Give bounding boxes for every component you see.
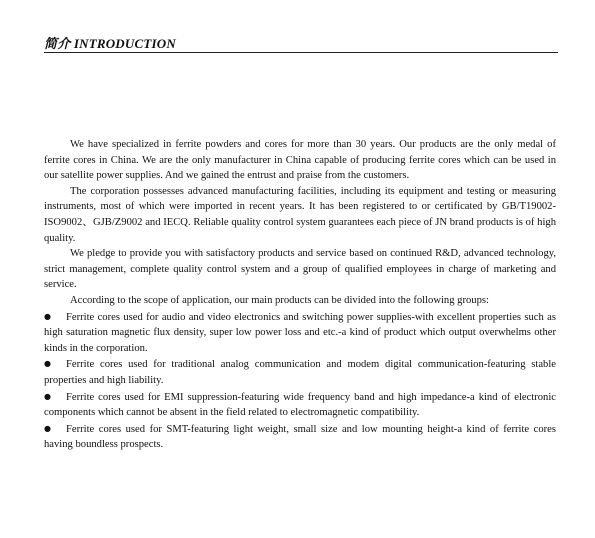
list-item: [44, 421, 556, 453]
list-item: [44, 356, 556, 388]
list-item-text: Ferrite cores used for audio and video electronics and switching power supplies-with excellent properties such as high saturation magnetic flux density, super low power loss and etc.-a kind of product which output overwhelms other kinds in the corporation.: [44, 311, 556, 354]
list-item-text: Ferrite cores used for traditional analog communication and modem digital communication-featuring stable properties and high liability.: [44, 359, 556, 386]
paragraph-product-groups: According to the scope of application, our main products can be divided into the following groups:: [70, 294, 489, 306]
section-title: 简介 INTRODUCTION: [44, 36, 176, 51]
list-item: [44, 389, 556, 421]
paragraph-pledge: We pledge to provide you with satisfactory products and service based on continued R&D, advanced technology, strict management, complete quality control system and a group of qualified employees in charge of marketing and service.: [44, 248, 556, 291]
bullet-icon: ●: [44, 311, 51, 321]
bullet-icon: ●: [44, 359, 51, 369]
paragraph-facilities: The corporation possesses advanced manufacturing facilities, including its equipment and testing or measuring instruments, most of which were imported in recent years. It has been registered to or certificated by GB/T19002-ISO9002、GJB/Z9002 and IECQ. Reliable quality control system guarantees each piece of JN brand products is of high quality.: [44, 185, 556, 244]
paragraph-history: We have specialized in ferrite powders and cores for more than 30 years. Our products are the only medal of ferrite cores in China. We are the only manufacturer in China capable of producing ferrite cores which can be used in our satellite power supplies. And we gained the entrust and praise from the customers.: [44, 139, 556, 182]
bullet-icon: ●: [44, 423, 51, 433]
list-item: [44, 309, 556, 357]
introduction-body: [44, 137, 556, 453]
list-item-text: Ferrite cores used for SMT-featuring light weight, small size and low mounting height-a kind of ferrite cores having boundless prospects.: [44, 423, 556, 451]
section-header: [44, 36, 558, 53]
bullet-icon: ●: [44, 391, 51, 401]
list-item-text: Ferrite cores used for EMI suppression-featuring wide frequency band and high impedance-a kind of electronic components which cannot be absent in the field related to electromagnetic compatibility.: [44, 391, 556, 419]
product-group-list: [44, 309, 556, 453]
